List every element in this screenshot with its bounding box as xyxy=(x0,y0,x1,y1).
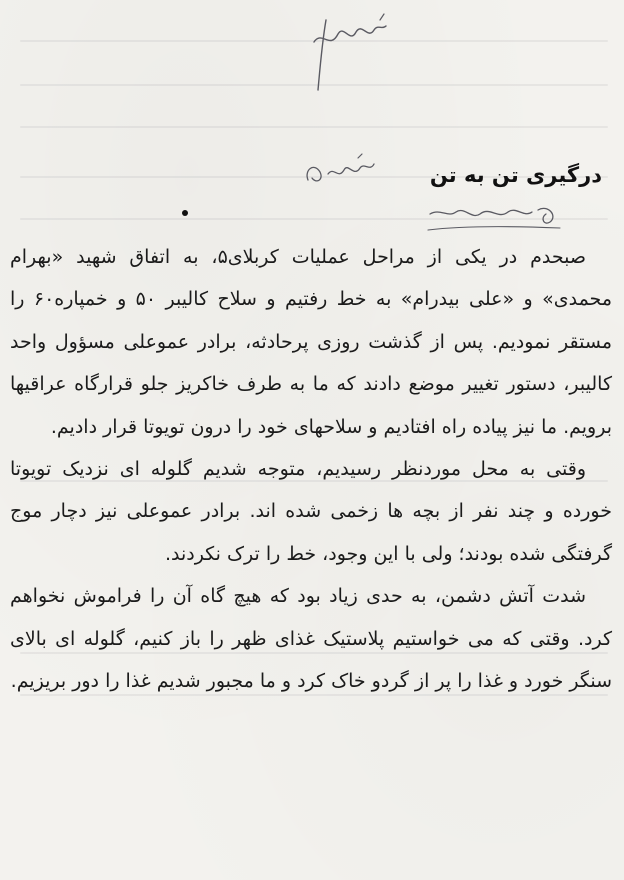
paragraph-1: صبحدم در یکی از مراحل عملیات کربلای۵، به اتفاق شهید «بهرام محمدی» و «علی بیدرام» به خط رفتیم و سلاح کالیبر ۵۰ و خمپاره۶۰ را مستقر نمودیم. پس از گذشت روزی پرحادثه، برادر عموعلی مسؤول واحد کالیبر، دستور تغییر موضع دادند که ما به طرف خاکریز جلو قرارگاه عراقیها برویم. ما نیز پیاده راه افتادیم و سلاحهای خود را درون تویوتا قرار دادیم. xyxy=(10,246,612,438)
handwritten-note-underline xyxy=(420,200,570,240)
bleed-through-line xyxy=(20,126,608,128)
paragraph-2: وقتی به محل موردنظر رسیدیم، متوجه شدیم گلوله ای نزدیک تویوتا خورده و چند نفر از بچه ها زخمی شده اند. برادر عموعلی نیز دچار موج گرفتگی شده بودند؛ ولی با این وجود، خط را ترک نکردند. xyxy=(10,458,612,565)
body-text xyxy=(10,236,612,702)
ink-dot xyxy=(182,210,188,216)
chapter-title: درگیری تن به تن xyxy=(429,163,602,187)
pencil-scribble-mark xyxy=(300,8,390,98)
paragraph-3: شدت آتش دشمن، به حدی زیاد بود که هیچ گاه آن را فراموش نخواهم کرد. وقتی که می خواستیم پلاستیک غذای ظهر را باز کنیم، گلوله ای بالای سنگر خورد و غذا را پر از گردو خاک کرد و ما مجبور شدیم غذا را دور بریزیم. xyxy=(10,585,612,693)
